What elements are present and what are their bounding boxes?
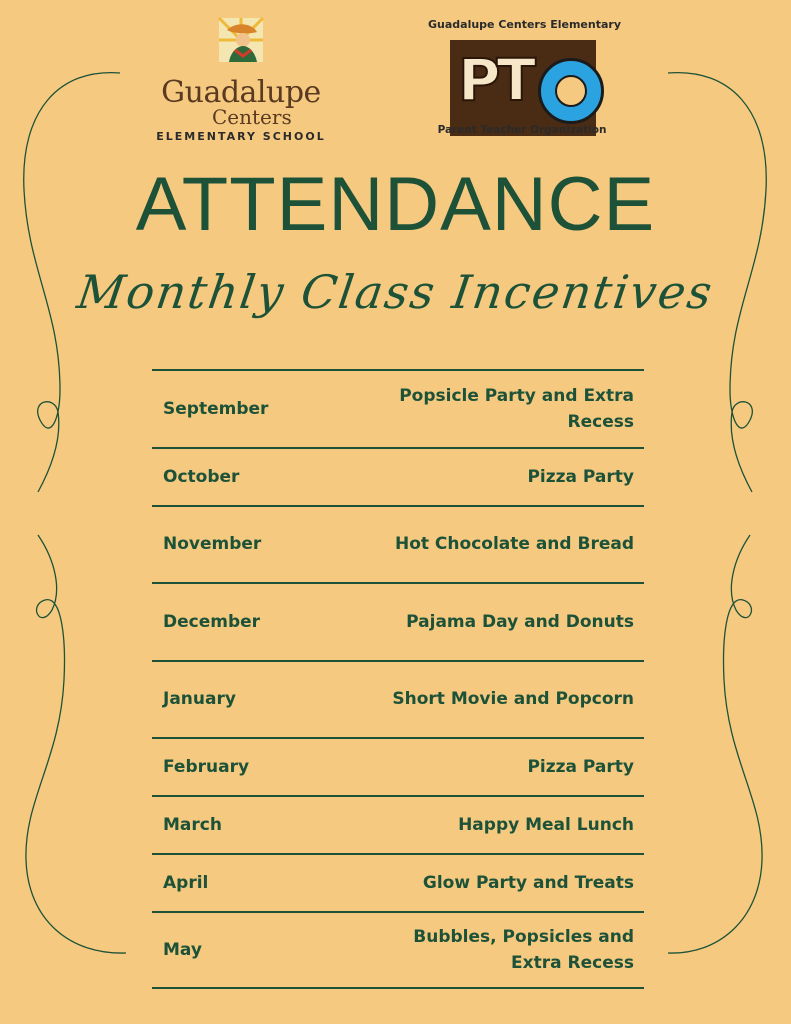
month-label: November [163,534,262,555]
month-label: April [163,873,209,893]
school-logo [150,16,332,146]
reward-text: Pizza Party [527,757,634,777]
reward-text: Glow Party and Treats [422,873,634,893]
page-title: ATTENDANCE [135,162,656,247]
reward-text: Popsicle Party and Extra Recess [399,385,634,432]
reward-text: Happy Meal Lunch [458,815,634,835]
month-label: September [163,398,269,419]
page-subtitle: Monthly Class Incentives [73,265,718,319]
pto-letters: PT [458,46,533,114]
reward-text: Short Movie and Popcorn [392,689,634,710]
table-row [152,582,644,660]
month-label: March [163,815,222,835]
month-label: October [163,466,240,487]
mascot-logo-icon [217,16,265,64]
table-row [152,911,644,989]
month-label: December [163,611,261,632]
table-row [152,505,644,583]
table-row [152,369,644,447]
incentive-table [152,369,644,989]
reward-text: Hot Chocolate and Bread [394,534,634,555]
frame-swirl-bottom-left [26,535,126,953]
pto-o-mascot-icon [538,58,604,124]
month-label: January [163,689,236,710]
table-row [152,795,644,853]
month-label: February [163,757,250,777]
table-row [152,660,644,738]
frame-swirl-bottom-right [668,535,762,953]
table-row [152,737,644,795]
reward-text: Pajama Day and Donuts [406,611,634,632]
school-name-line3: ELEMENTARY SCHOOL [156,130,326,143]
school-name-line1: Guadalupe [161,75,321,110]
pto-logo [428,18,622,142]
reward-text: Bubbles, Popsicles and Extra Recess [413,926,634,973]
pto-bottom-text: Parent Teacher Organization [437,124,607,136]
table-row [152,853,644,911]
reward-text: Pizza Party [527,466,634,487]
pto-top-text: Guadalupe Centers Elementary [428,18,622,31]
table-row [152,447,644,505]
month-label: May [163,939,202,960]
school-name-line2: Centers [212,105,292,129]
